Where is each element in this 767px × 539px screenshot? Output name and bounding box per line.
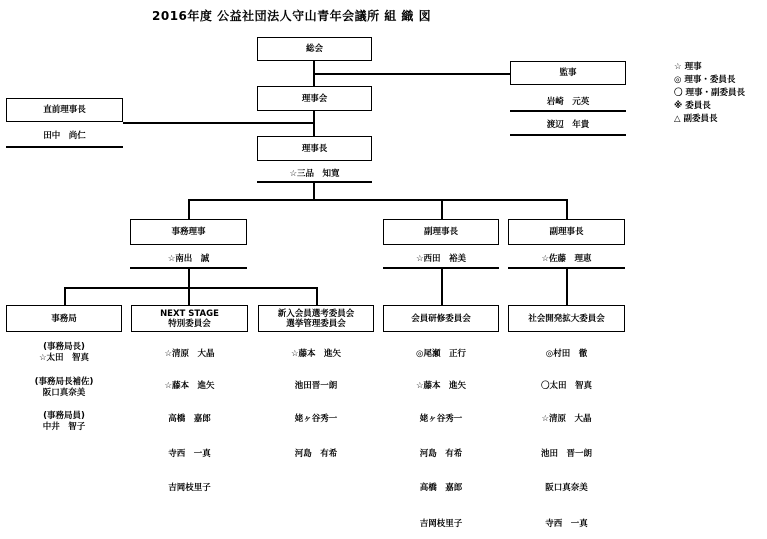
connector xyxy=(441,267,443,305)
jimukyoku-line: (事務局員) xyxy=(43,411,85,421)
kaiin-box: 会員研修委員会 xyxy=(383,305,499,332)
jimukyoku-line: ☆太田 智真 xyxy=(38,353,90,363)
shinnyu-member: 河島 有希 xyxy=(294,449,338,459)
shinnyu-label: 新入会員選考委員会 xyxy=(277,308,355,319)
kaiin-member: ☆藤本 進矢 xyxy=(415,381,467,391)
legend-item: ◎ 理事・委員長 xyxy=(674,75,736,85)
connector xyxy=(188,267,190,287)
fuku1-member: ☆西田 裕美 xyxy=(415,254,467,264)
fuku2-member: ☆佐藤 理恵 xyxy=(541,254,592,264)
shakai-member: ◎村田 徹 xyxy=(545,349,588,359)
nextstage-member: 吉岡枝里子 xyxy=(168,483,211,493)
connector xyxy=(64,287,317,289)
connector xyxy=(566,267,568,305)
connector xyxy=(313,73,511,75)
shinnyu-member: 池田晋一朗 xyxy=(294,381,338,391)
shinnyu-member: 姥ヶ谷秀一 xyxy=(294,414,338,424)
shakai-member: ☆清原 大晶 xyxy=(541,414,592,424)
shakai-member: 寺西 一真 xyxy=(545,519,588,529)
shinnyu-label: 選挙管理委員会 xyxy=(286,318,346,329)
zenri-box: 直前理事長 xyxy=(6,98,123,122)
shakai-member: 阪口真奈美 xyxy=(545,483,588,493)
nextstage-label: NEXT STAGE xyxy=(160,308,219,319)
separator xyxy=(257,181,372,183)
nextstage-member: 高橋 嘉郎 xyxy=(168,414,211,424)
shakai-member: 池田 晋一朗 xyxy=(540,449,592,459)
fuku2-box: 副理事長 xyxy=(508,219,625,245)
kanji-member: 岩崎 元英 xyxy=(546,97,590,107)
shakai-member: 〇太田 智真 xyxy=(540,381,592,391)
fuku1-box: 副理事長 xyxy=(383,219,499,245)
connector xyxy=(123,122,313,124)
jimuriji-member: ☆南出 誠 xyxy=(167,254,210,264)
legend-item: ☆ 理事 xyxy=(674,62,702,72)
kanji-member: 渡辺 年貴 xyxy=(546,120,590,130)
connector xyxy=(313,181,315,199)
separator xyxy=(383,267,499,269)
nextstage-member: 寺西 一真 xyxy=(168,449,211,459)
nextstage-box xyxy=(131,305,248,332)
nextstage-label: 特別委員会 xyxy=(168,318,211,329)
nextstage-member: ☆清原 大晶 xyxy=(164,349,215,359)
connector xyxy=(188,199,567,201)
rijicho-box: 理事長 xyxy=(257,136,372,161)
kaiin-member: 吉岡枝里子 xyxy=(419,519,463,529)
shinnyu-member: ☆藤本 進矢 xyxy=(290,349,342,359)
separator xyxy=(130,267,247,269)
rijicho-member: ☆三品 知寛 xyxy=(289,169,340,179)
separator xyxy=(510,110,626,112)
rijikai-box: 理事会 xyxy=(257,86,372,111)
separator xyxy=(508,267,625,269)
connector xyxy=(188,199,190,219)
legend-item: ※ 委員長 xyxy=(674,101,711,111)
kaiin-member: 姥ヶ谷秀一 xyxy=(419,414,463,424)
jimukyoku-line: 中井 智子 xyxy=(42,422,86,432)
connector xyxy=(566,199,568,219)
jimukyoku-box: 事務局 xyxy=(6,305,122,332)
connector xyxy=(316,287,318,305)
connector xyxy=(313,111,315,136)
zenri-member: 田中 尚仁 xyxy=(43,131,86,141)
connector xyxy=(64,287,66,305)
legend-item: △ 副委員長 xyxy=(674,114,718,124)
legend-item: 〇 理事・副委員長 xyxy=(674,88,745,98)
separator xyxy=(6,146,123,148)
jimuriji-box: 事務理事 xyxy=(130,219,247,245)
connector xyxy=(188,287,190,305)
kaiin-member: 高橋 嘉郎 xyxy=(419,483,463,493)
separator xyxy=(510,134,626,136)
kaiin-member: 河島 有希 xyxy=(419,449,463,459)
connector xyxy=(441,199,443,219)
nextstage-member: ☆藤本 進矢 xyxy=(164,381,215,391)
kanji-box: 監事 xyxy=(510,61,626,85)
kaiin-member: ◎尾瀬 正行 xyxy=(416,349,466,359)
jimukyoku-line: (事務局長) xyxy=(43,342,85,352)
shinnyu-box xyxy=(258,305,374,332)
shakai-box: 社会開発拡大委員会 xyxy=(508,305,625,332)
jimukyoku-line: 阪口真奈美 xyxy=(42,388,86,398)
jimukyoku-line: (事務局長補佐) xyxy=(34,377,94,387)
sokai-box: 総会 xyxy=(257,37,372,61)
chart-title: 2016年度 公益社団法人守山青年会議所 組 織 図 xyxy=(152,9,432,23)
